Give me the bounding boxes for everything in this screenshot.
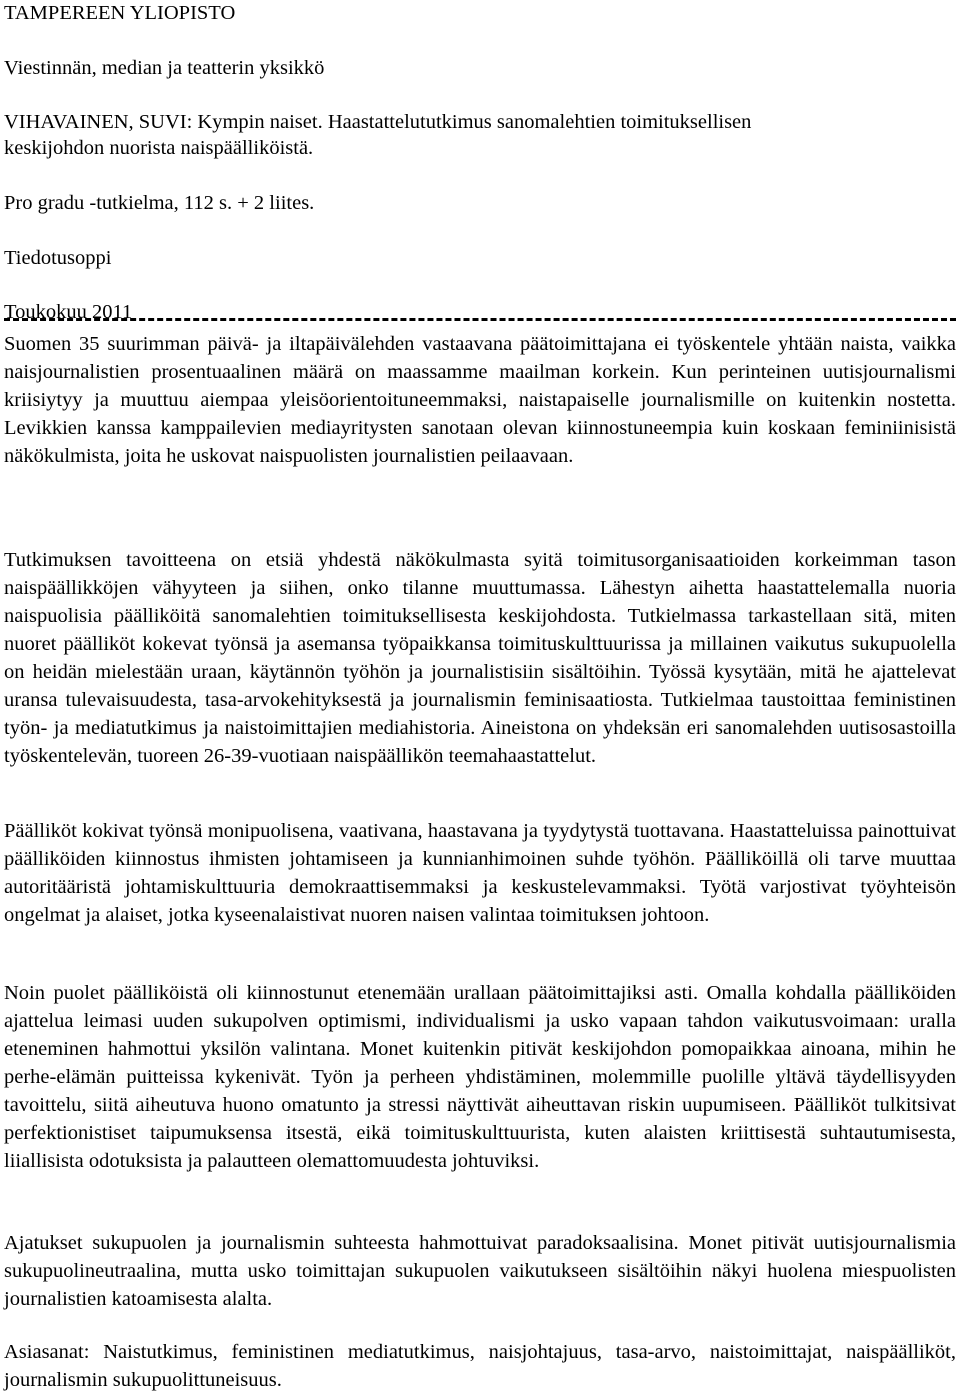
thesis-type: Pro gradu -tutkielma, 112 s. + 2 liites.: [4, 192, 315, 214]
department-unit: Viestinnän, median ja teatterin yksikkö: [4, 57, 325, 79]
abstract-paragraph-5: Ajatukset sukupuolen ja journalismin suhteesta hahmottuivat paradoksaalisina. Monet pitivät uutisjournalismia sukupuolineutraalina, mutta usko toimittajan sukupuolen vaikutukseen sisältöihin näkyi huolena miespuolisten journalistien katoamisesta alalta.: [4, 1232, 956, 1310]
abstract-paragraph-4: Noin puolet päälliköistä oli kiinnostunut etenemään urallaan päätoimittajiksi asti. Omalla kohdalla päälliköiden ajattelua leimasi uuden sukupolven optimismi, individualismi ja usko vapaan tahdon vaikutusvoimaan: uralla eteneminen hahmottui yksilön valintana. Monet kuitenkin pitivät keskijohdon pomopaikkaa ainoana, mihin he perhe-elämän puitteissa kykenivät. Työn ja perheen yhdistäminen, molemmille puolille yltävä täydellisyyden tavoittelu, siitä aiheutuva huono omatunto ja stressi näyttivät aiheuttavan riskin uupumiseen. Päälliköt tulkitsivat perfektionistiset taipumuksensa itsestä, eikä toimituskulttuurista, kuten alaisten kriittisestä suhtautumisesta, liiallisista odotuksista ja palautteen olemattomuudesta johtuviksi.: [4, 982, 956, 1172]
date: Toukokuu 2011: [4, 301, 133, 323]
university-name: TAMPEREEN YLIOPISTO: [4, 2, 236, 24]
abstract-paragraph-2: Tutkimuksen tavoitteena on etsiä yhdestä näkökulmasta syitä toimitusorganisaatioiden korkeimman tason naispäällikköjen vähyyteen ja siihen, onko tilanne muuttumassa. Lähestyn aihetta haastattelemalla nuoria naispuolisia päälliköitä sanomalehtien toimituksellisesta keskijohdosta. Tutkielmassa tarkastellaan sitä, miten nuoret päälliköt kokevat työnsä ja asemansa työpaikkansa toimituskulttuurissa ja millainen vaikutus sukupuolella on heidän mielestään uraan, käytännön työhön ja journalistisiin sisältöihin. Työssä kysytään, mitä he ajattelevat uransa tulevaisuudesta, tasa-arvokehityksestä ja journalismin feminisaatiosta. Tutkielmaa taustoittaa feministinen työn- ja mediatutkimus ja naistoimittajien mediahistoria. Aineistona on yhdeksän eri sanomalehden uutisosastoilla työskentelevän, tuoreen 26-39-vuotiaan naispäällikön teemahaastattelut.: [4, 549, 956, 767]
abstract-paragraph-3: Päälliköt kokivat työnsä monipuolisena, vaativana, haastavana ja tyydytystä tuottavana. Haastatteluissa painottuivat päälliköiden kiinnostus ihmisten johtamiseen ja kunnianhimoinen suhde työhön. Päälliköillä oli tarve muuttaa autoritääristä johtamiskulttuuria demokraattisemmaksi ja keskustelevammaksi. Työtä varjostivat työyhteisön ongelmat ja alaiset, jotka kyseenalaistivat nuoren naisen valintaa toimituksen johtoon.: [4, 820, 956, 926]
abstract-paragraph-1: Suomen 35 suurimman päivä- ja iltapäivälehden vastaavana päätoimittajana ei työskentele yhtään naista, vaikka naisjournalistien prosentuaalinen määrä on maassamme maailman korkein. Kun perinteinen uutisjournalismi kriisiytyy ja muuttuu aiempaa yleisöorientoituneemmaksi, naistapaiselle journalismille on kuitenkin nostetta. Levikkien kanssa kamppailevien mediayritysten sanotaan olevan kiinnostuneempia kuin koskaan feminiinisistä näkökulmista, joita he uskovat naispuolisten journalistien peilaavaan.: [4, 333, 956, 467]
thesis-title-line-2: keskijohdon nuorista naispäälliköistä.: [4, 137, 314, 159]
thesis-title-line-1: VIHAVAINEN, SUVI: Kympin naiset. Haastattelututkimus sanomalehtien toimituksellisen: [4, 111, 752, 133]
keywords: Asiasanat: Naistutkimus, feministinen mediatutkimus, naisjohtajuus, tasa-arvo, naistoimittajat, naispäälliköt, journalismin sukupuolittuneisuus.: [4, 1341, 956, 1391]
separator-line: [4, 318, 956, 324]
subject: Tiedotusoppi: [4, 247, 112, 269]
